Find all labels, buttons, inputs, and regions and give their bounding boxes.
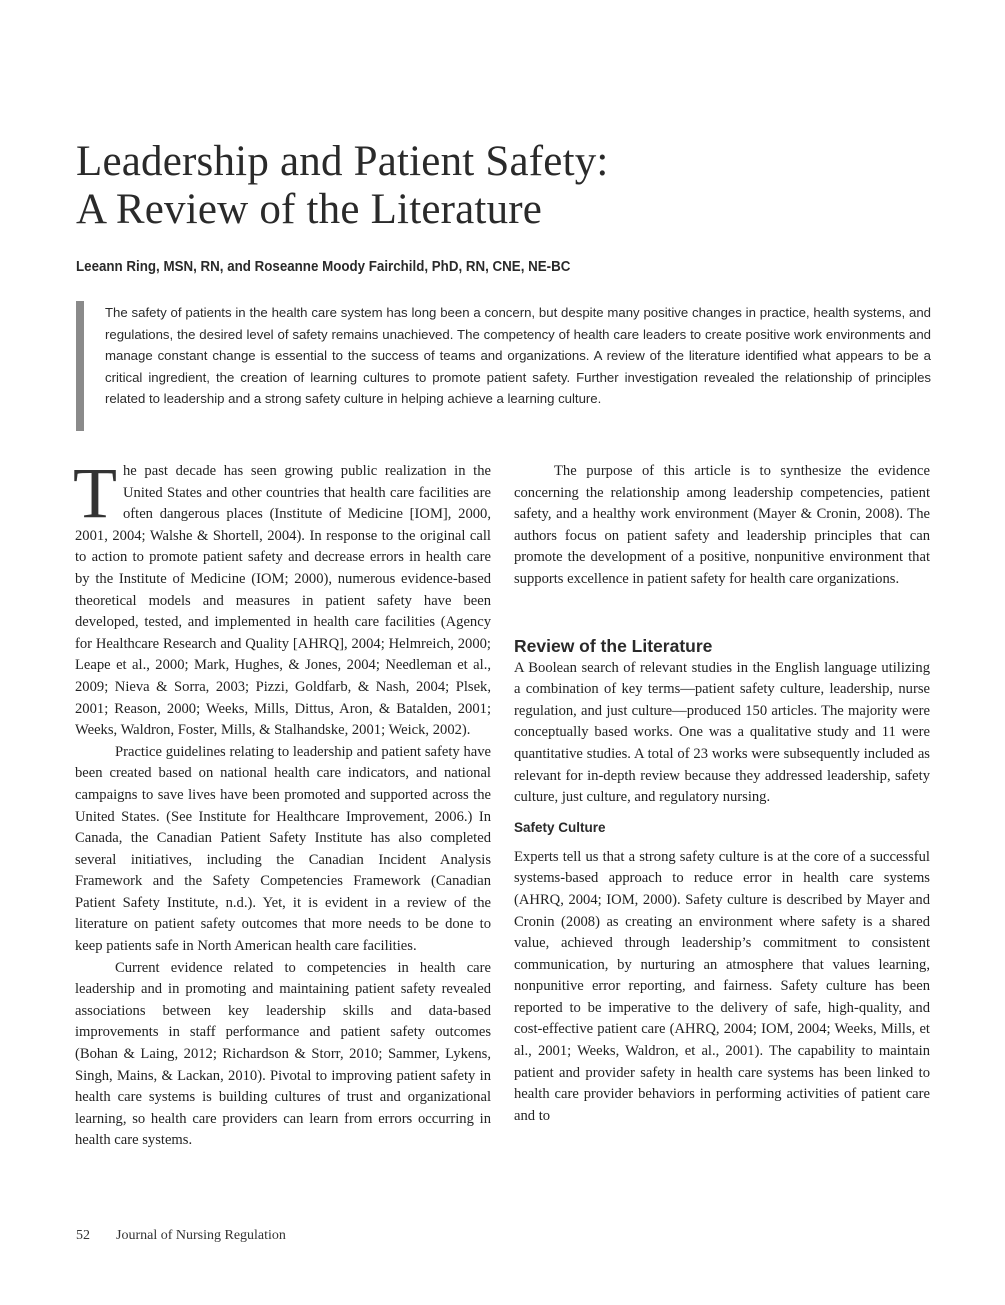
spacer [514, 839, 930, 847]
practice-guidelines-paragraph: Practice guidelines relating to leadership and patient safety have been created based on national health care indicators, and national campaigns to save lives have been promoted and supported across the United States. (See Institute for Healthcare Improvement, 2006.) In Canada, the Canadian Patient Safety Institute has also completed several initiatives, including the Canadian Incident Analysis Framework and the Safety Competencies Framework (Canadian Patient Safety Institute, n.d.). Yet, it is evident in a review of the literature on patient safety outcomes that more needs to be done to keep patients safe in North American health care facilities. [75, 743, 491, 955]
title-line-1: Leadership and Patient Safety: [76, 138, 609, 185]
intro-text: he past decade has seen growing public realization in the United States and other countries that health care facilities are often dangerous places (Institute of Medicine [IOM], 2000, 2001, 2004; Walshe & Shortell, 2004). In response to the original call to action to promote patient safety and decrease errors in health care by the Institute of Medicine (IOM; 2000), numerous evidence-based theoretical models and measures in patient safety have been developed, tested, and implemented in health care facilities (Agency for Healthcare Research and Quality [AHRQ], 2004; Helmreich, 2000; Leape et al., 2000; Mark, Hughes, & Jones, 2004; Needleman et al., 2009; Nieva & Sorra, 2003; Pizzi, Goldfarb, & Nash, 2004; Plsek, 2001; Reason, 2000; Weeks, Mills, Dittus, Aron, & Batalden, 2001; Weeks, Waldron, Foster, Mills, & Stalhandske, 2001; Weick, 2002). [75, 463, 491, 739]
title-line-2: A Review of the Literature [76, 186, 543, 233]
drop-cap: T [73, 453, 117, 533]
abstract-accent-bar [76, 301, 84, 431]
right-column [514, 461, 930, 1127]
section-heading-review: Review of the Literature [514, 635, 713, 656]
purpose-paragraph: The purpose of this article is to synthesize the evidence concerning the relationship among leadership competencies, patient safety, and a healthy work environment (Mayer & Cronin, 2008). The authors focus on patient safety and leadership principles that can promote the development of a positive, nonpunitive environment that supports excellence in patient safety for health care organizations. [514, 463, 930, 587]
abstract: The safety of patients in the health care system has long been a concern, but despite many positive changes in practice, health systems, and regulations, the desired level of safety remains unachieved. The competency of health care leaders to create positive work environments and manage constant change is essential to the success of teams and organizations. A review of the literature identified what appears to be a critical ingredient, the creation of learning cultures to promote patient safety. Further investigation revealed the relationship of principles related to leadership and a strong safety culture in helping achieve a learning culture. [105, 305, 931, 407]
article-title [76, 138, 936, 234]
page-footer [76, 1228, 286, 1244]
current-evidence-paragraph: Current evidence related to competencies in health care leadership and in promoting and maintaining patient safety revealed associations between key leadership skills and data-based improvements in staff performance and patient safety outcomes (Bohan & Laing, 2012; Richardson & Storr, 2010; Sammer, Lykens, Singh, Mains, & Lackan, 2010). Pivotal to improving patient safety in health care systems is building cultures of trust and organizational learning, so health care providers can learn from errors occurring in health care systems. [75, 959, 491, 1149]
subsection-heading-safety-culture: Safety Culture [514, 819, 606, 835]
boolean-search-paragraph: A Boolean search of relevant studies in the English language utilizing a combination of key terms—patient safety culture, leadership, nurse regulation, and just culture—produced 150 articles. The majority were conceptually based works. One was a qualitative study and 11 were quantitative studies. A total of 23 works were subsequently included as relevant for in-depth review because they addressed leadership, safety culture, just culture, and regulatory nursing. [514, 659, 930, 806]
safety-culture-paragraph: Experts tell us that a strong safety culture is at the core of a successful systems-based approach to reduce error in health care systems (AHRQ, 2004; IOM, 2000). Safety culture is described by Mayer and Cronin (2008) as creating an environment where safety is a shared value, achieved through leadership’s commitment to consistent communication, by nurturing an atmosphere that values learning, nonpunitive error reporting, and fairness. Safety culture has been reported to be imperative to the delivery of safe, high-quality, and cost-effective patient care (AHRQ, 2004; IOM, 2004; Weeks, Mills, et al., 2001; Weeks, Waldron, et al., 2001). The capability to maintain patient and provider safety in health care systems has been linked to health care provider behaviors in performing activities of patient care and to [514, 848, 930, 1124]
page-number: 52 [76, 1228, 90, 1243]
intro-paragraph [73, 453, 491, 742]
author-byline: Leeann Ring, MSN, RN, and Roseanne Moody Fairchild, PhD, RN, CNE, NE-BC [76, 259, 571, 275]
spacer [514, 591, 930, 634]
journal-name: Journal of Nursing Regulation [116, 1228, 286, 1243]
spacer [514, 809, 930, 817]
left-column [73, 453, 491, 1152]
